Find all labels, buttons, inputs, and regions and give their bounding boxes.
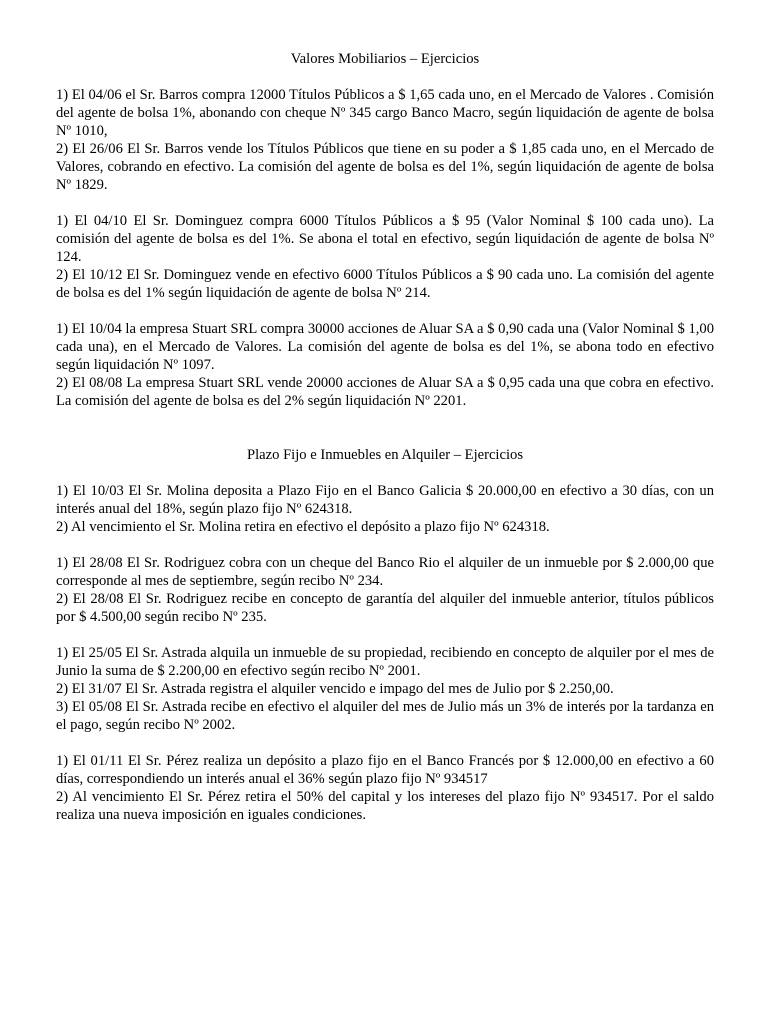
spacer — [56, 194, 714, 212]
exercise-group-barros — [56, 86, 714, 194]
spacer — [56, 536, 714, 554]
exercise-group-stuart — [56, 320, 714, 410]
exercise-group-perez — [56, 752, 714, 824]
exercise-item: 1) El 04/10 El Sr. Dominguez compra 6000 Títulos Públicos a $ 95 (Valor Nominal $ 100 cada uno). La comisión del agente de bolsa es del 1%. Se abona el total en efectivo, según liquidación de agente de bolsa Nº 124. — [56, 213, 714, 265]
exercise-item: 1) El 25/05 El Sr. Astrada alquila un inmueble de su propiedad, recibiendo en concepto de alquiler por el mes de Junio la suma de $ 2.200,00 en efectivo según recibo Nº 2001. — [56, 645, 714, 679]
exercise-item: 2) El 31/07 El Sr. Astrada registra el alquiler vencido e impago del mes de Julio por $ 2.250,00. — [56, 681, 614, 697]
section-title-plazo-fijo: Plazo Fijo e Inmuebles en Alquiler – Ejercicios — [247, 447, 523, 463]
exercise-item: 2) Al vencimiento el Sr. Molina retira en efectivo el depósito a plazo fijo Nº 624318. — [56, 519, 550, 535]
exercise-item: 1) El 10/03 El Sr. Molina deposita a Plazo Fijo en el Banco Galicia $ 20.000,00 en efectivo a 30 días, con un interés anual del 18%, según plazo fijo Nº 624318. — [56, 483, 714, 517]
exercise-group-molina — [56, 482, 714, 536]
exercise-item: 1) El 10/04 la empresa Stuart SRL compra 30000 acciones de Aluar SA a $ 0,90 cada una (Valor Nominal $ 1,00 cada una), en el Mercado de Valores. La comisión del agente de bolsa es del 1%, se abona todo en efectivo según liquidación Nº 1097. — [56, 321, 714, 373]
exercise-item: 1) El 04/06 el Sr. Barros compra 12000 Títulos Públicos a $ 1,65 cada uno, en el Mercado de Valores . Comisión del agente de bolsa 1%, abonando con cheque Nº 345 cargo Banco Macro, según liquidación de agente de bolsa Nº 1010, — [56, 87, 714, 139]
exercise-group-dominguez — [56, 212, 714, 302]
exercise-item: 1) El 28/08 El Sr. Rodriguez cobra con un cheque del Banco Rio el alquiler de un inmueble por $ 2.000,00 que corresponde al mes de septiembre, según recibo Nº 234. — [56, 555, 714, 589]
spacer — [56, 410, 714, 446]
spacer — [56, 68, 714, 86]
exercise-item: 2) Al vencimiento El Sr. Pérez retira el 50% del capital y los intereses del plazo fijo Nº 934517. Por el saldo realiza una nueva imposición en iguales condiciones. — [56, 789, 714, 823]
exercise-item: 2) El 08/08 La empresa Stuart SRL vende 20000 acciones de Aluar SA a $ 0,95 cada una que cobra en efectivo. La comisión del agente de bolsa es del 2% según liquidación Nº 2201. — [56, 375, 714, 409]
exercise-group-rodriguez — [56, 554, 714, 626]
spacer — [56, 734, 714, 752]
exercise-item: 1) El 01/11 El Sr. Pérez realiza un depósito a plazo fijo en el Banco Francés por $ 12.000,00 en efectivo a 60 días, correspondiendo un interés anual el 36% según plazo fijo Nº 934517 — [56, 753, 714, 787]
document-page — [56, 50, 714, 824]
exercise-item: 2) El 26/06 El Sr. Barros vende los Títulos Públicos que tiene en su poder a $ 1,85 cada uno, en el Mercado de Valores, cobrando en efectivo. La comisión del agente de bolsa es del 1%, según liquidación de agente de bolsa Nº 1829. — [56, 141, 714, 193]
exercise-item: 3) El 05/08 El Sr. Astrada recibe en efectivo el alquiler del mes de Julio más un 3% de interés por la tardanza en el pago, según recibo Nº 2002. — [56, 699, 714, 733]
section-title-valores: Valores Mobiliarios – Ejercicios — [290, 51, 480, 67]
spacer — [56, 626, 714, 644]
exercise-group-astrada — [56, 644, 714, 734]
spacer — [56, 302, 714, 320]
exercise-item: 2) El 10/12 El Sr. Dominguez vende en efectivo 6000 Títulos Públicos a $ 90 cada uno. La comisión del agente de bolsa es del 1% según liquidación de agente de bolsa Nº 214. — [56, 267, 714, 301]
spacer — [56, 464, 714, 482]
exercise-item: 2) El 28/08 El Sr. Rodriguez recibe en concepto de garantía del alquiler del inmueble anterior, títulos públicos por $ 4.500,00 según recibo Nº 235. — [56, 591, 714, 625]
